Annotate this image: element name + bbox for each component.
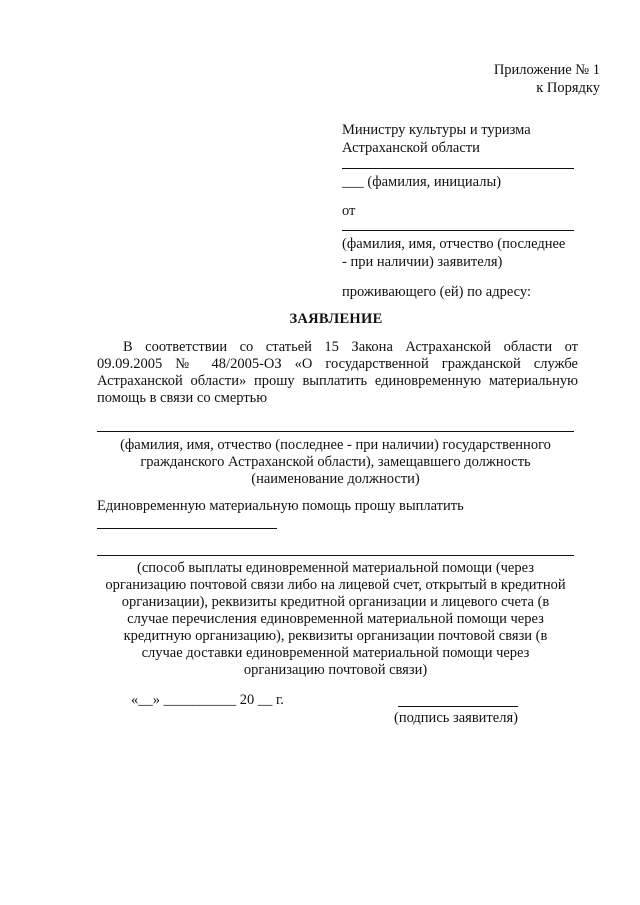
applicant-name-blank[interactable] <box>342 230 574 231</box>
addressee-name-caption: ___ (фамилия, инициалы) <box>342 174 502 190</box>
deceased-caption-line-2: гражданского Астраханской области), замещавшего должность <box>140 454 531 470</box>
deceased-caption-line-3: (наименование должности) <box>251 471 420 487</box>
signature-caption: (подпись заявителя) <box>394 710 518 726</box>
deceased-caption-line-1: (фамилия, имя, отчество (последнее - при наличии) государственного <box>120 437 551 453</box>
from-label: от <box>342 203 356 219</box>
payment-short-blank[interactable] <box>97 528 277 529</box>
paragraph-line-1: В соответствии со статьей 15 Закона Астраханской области от <box>123 339 578 355</box>
paragraph-line-3: Астраханской области» прошу выплатить единовременную материальную <box>97 373 578 389</box>
signature-blank[interactable] <box>398 706 518 707</box>
paragraph-line-2: 09.09.2005 № 48/2005-ОЗ «О государственной гражданской службе <box>97 356 578 372</box>
method-caption-line-1: (способ выплаты единовременной материальной помощи (через <box>137 560 534 576</box>
addressee-line-2: Астраханской области <box>342 140 480 156</box>
addressee-name-blank[interactable] <box>342 168 574 169</box>
applicant-caption-line-1: (фамилия, имя, отчество (последнее <box>342 236 566 252</box>
payment-method-blank[interactable] <box>97 555 574 556</box>
applicant-caption-line-2: - при наличии) заявителя) <box>342 254 503 270</box>
method-caption-line-3: организации), реквизиты кредитной организации и лицевого счета (в <box>121 594 550 610</box>
method-caption-line-7: организацию почтовой связи) <box>243 662 428 678</box>
method-caption-line-4: случае перечисления единовременной материальной помощи через <box>127 611 544 627</box>
appendix-reference: к Порядку <box>536 80 600 96</box>
addressee-line-1: Министру культуры и туризма <box>342 122 531 138</box>
method-caption-line-2: организацию почтовой связи либо на лицевой счет, открытый в кредитной <box>105 577 566 593</box>
appendix-number: Приложение № 1 <box>493 62 600 78</box>
payment-request: Единовременную материальную помощь прошу выплатить <box>97 498 464 514</box>
paragraph-line-4: помощь в связи со смертью <box>97 390 268 406</box>
method-caption-line-6: случае доставки единовременной материальной помощи через <box>141 645 530 661</box>
date-field[interactable]: «__» __________ 20 __ г. <box>131 692 284 708</box>
method-caption-line-5: кредитную организацию), реквизиты организации почтовой связи (в <box>123 628 548 644</box>
document-title: ЗАЯВЛЕНИЕ <box>289 311 383 327</box>
deceased-name-blank[interactable] <box>97 431 574 432</box>
residing-address-label: проживающего (ей) по адресу: <box>342 284 531 300</box>
